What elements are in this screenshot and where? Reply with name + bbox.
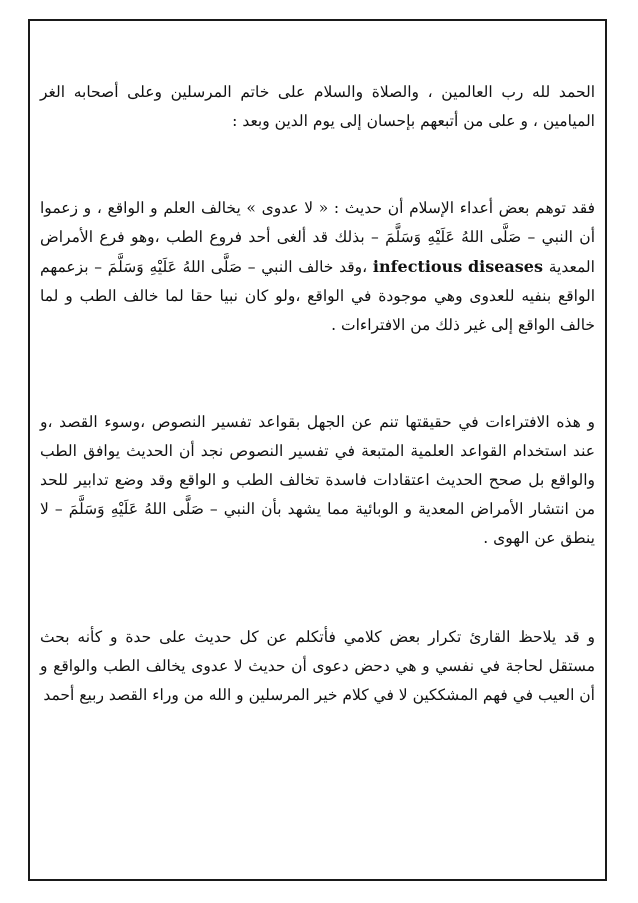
paragraph-2-text: و هذه الافتراءات في حقيقتها تنم عن الجهل بقواعد تفسير النصوص ،وسوء القصد ،و عند استخدام القواعد العلمية المتبعة في تفسير النصوص نجد أن الحديث يوافق الطب والواقع بل صحح الحديث اعتقادات فاسدة تخالف الطب و الواقع وقد وضع تدابير للحد من انتشار الأمراض المعدية و الوبائية مما يشهد بأن النبي – صَلَّى اللهُ عَلَيْهِ وَسَلَّمَ – لا ينطق عن الهوى . [40,413,595,547]
paragraph-1 [40,194,595,340]
paragraph-1-text-end: ،وقد خالف النبي – صَلَّى اللهُ عَلَيْهِ وَسَلَّمَ – بزعمهم الواقع بنفيه للعدوى وهي موجودة في الواقع ،ولو كان نبيا حقا لما خالف الطب و لما خالف الواقع إلى غير ذلك من الافتراءات . [40,258,595,334]
intro-text: الحمد لله رب العالمين ، والصلاة والسلام على خاتم المرسلين وعلى أصحابه الغر الميامين ، و على من أتبعهم بإحسان إلى يوم الدين وبعد : [40,83,595,130]
paragraph-3-text: و قد يلاحظ القارئ تكرار بعض كلامي فأتكلم عن كل حديث على حدة و كأنه بحث مستقل لحاجة في نفسي و هي دحض دعوى أن حديث لا عدوى يخالف الطب والواقع و أن العيب في فهم المشككين لا في كلام خير المرسلين و الله من وراء القصد ربيع أحمد [40,628,595,704]
intro-paragraph [40,78,595,136]
term-diseases: diseases [467,257,543,276]
paragraph-2 [40,408,595,553]
paragraph-1-text-start: فقد توهم بعض أعداء الإسلام أن حديث : « لا عدوى » يخالف العلم و الواقع ، و زعموا أن النبي – صَلَّى اللهُ عَلَيْهِ وَسَلَّمَ – بذلك قد ألغى أحد فروع الطب ،وهو فرع الأمراض المعدية [40,199,595,276]
term-infectious: infectious [372,257,463,276]
document-body [40,78,595,710]
paragraph-3 [40,623,595,710]
